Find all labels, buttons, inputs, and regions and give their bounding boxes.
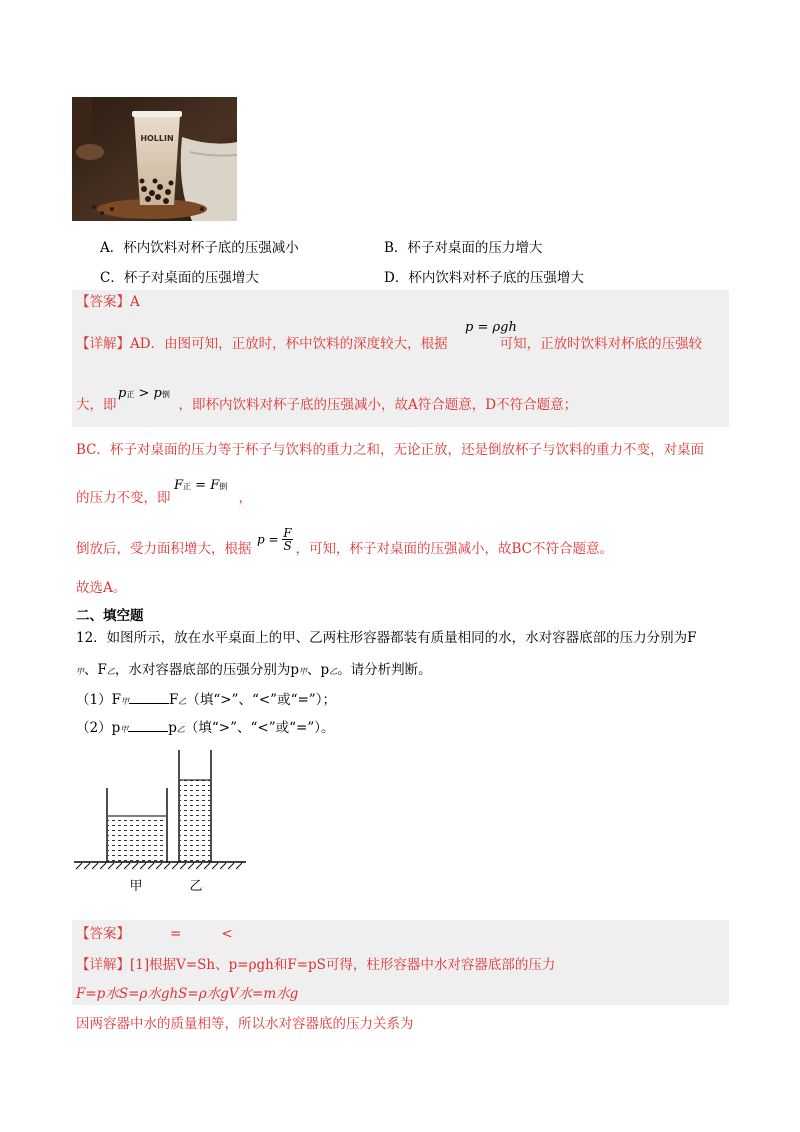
detail-12-line1 — [76, 955, 555, 975]
answer-label: 【答案】 — [76, 294, 130, 310]
detail-text: 倒放后，受力面积增大，根据 — [76, 541, 252, 557]
subscript: 正 — [126, 390, 135, 399]
symbol: p — [118, 386, 127, 401]
answer-label: 【答案】 — [76, 926, 130, 942]
detail-text: 可知，正放时饮料对杯底的压强较 — [499, 336, 703, 352]
container-jia — [107, 788, 167, 862]
symbol: p = — [257, 532, 279, 547]
q12-part1 — [76, 690, 336, 712]
text: p — [168, 720, 177, 736]
subscript: 甲 — [120, 697, 129, 706]
detail-text: ，即杯内饮料对杯子底的压强减小，故A符合题意，D不符合题意； — [178, 397, 578, 413]
q12-line2 — [76, 660, 432, 682]
detail-text: ， — [238, 490, 252, 506]
detail-11-conclusion: 故选A。 — [76, 580, 127, 596]
option-a: A．杯内饮料对杯子底的压强减小 — [100, 240, 299, 256]
subscript: 乙 — [176, 725, 185, 734]
detail-text: [1]根据V=Sh、p=ρgh和F=pS可得，柱形容器中水对容器底部的压力 — [130, 957, 556, 973]
subscript: 倒 — [219, 482, 228, 491]
detail-text: 大，即 — [76, 397, 117, 413]
answer-12-line — [76, 924, 233, 944]
detail-label: 【详解】 — [76, 336, 130, 352]
operator: > — [134, 386, 154, 401]
answer-blank-1[interactable] — [129, 691, 169, 704]
option-d: D．杯内饮料对杯子底的压强增大 — [384, 270, 584, 286]
answer-value-2: < — [221, 926, 233, 942]
subscript: 正 — [183, 482, 192, 491]
option-b: B．杯子对桌面的压力增大 — [384, 240, 543, 256]
text: 、p — [307, 662, 330, 678]
q12-part2 — [76, 718, 335, 740]
subscript: 乙 — [329, 667, 338, 676]
detail-12-line3: 因两容器中水的质量相等，所以水对容器底的压力关系为 — [76, 1016, 414, 1032]
formula-p-rho-g-h: p = ρgh — [465, 320, 517, 335]
answer-value-1: = — [170, 926, 182, 942]
label-yi: 乙 — [189, 879, 203, 894]
detail-11-line1 — [76, 334, 702, 354]
detail-text: ，可知，杯子对桌面的压强减小，故BC不符合题意。 — [295, 541, 613, 557]
equation-f — [174, 478, 227, 493]
section-title: 二、填空题 — [76, 608, 144, 624]
text: 、F — [84, 662, 107, 678]
text: 。请分析判断。 — [337, 662, 432, 678]
detail-11-bc-line1: BC．杯子对桌面的压力等于杯子与饮料的重力之和，无论正放，还是倒放杯子与饮料的重力不变，对桌面 — [76, 442, 704, 458]
text: （填“>”、“<”或“=”）； — [186, 692, 336, 708]
containers-diagram — [70, 748, 250, 898]
answer-value: A — [130, 294, 140, 310]
subscript: 乙 — [178, 697, 187, 706]
subscript: 甲 — [120, 725, 129, 734]
fraction — [282, 527, 292, 552]
symbol: F — [210, 478, 220, 493]
formula-p-f-over-s — [257, 527, 293, 552]
detail-11-line3 — [76, 539, 613, 559]
symbol: p — [153, 386, 162, 401]
denominator: S — [283, 539, 292, 553]
subscript: 乙 — [106, 667, 115, 676]
cup-brand-text: HOLLIN — [140, 134, 174, 143]
subscript: 倒 — [161, 390, 170, 399]
label-jia: 甲 — [129, 879, 143, 894]
subscript: 甲 — [76, 667, 84, 676]
q12-line1: 12．如图所示，放在水平桌面上的甲、乙两柱形容器都装有质量相同的水，水对容器底部的压力分别为F — [76, 630, 697, 646]
detail-12-line2: F=p水S=ρ水ghS=ρ水gV水=m水g — [76, 986, 299, 1002]
subscript: 甲 — [299, 667, 308, 676]
answer-blank-2[interactable] — [128, 719, 168, 732]
text: F — [168, 692, 179, 708]
operator: = — [191, 478, 211, 493]
text: （2）p — [76, 720, 121, 736]
bubble-tea-photo — [72, 97, 237, 221]
bubble-tea-illustration — [72, 97, 237, 221]
detail-text: AD．由图可知，正放时，杯中饮料的深度较大，根据 — [130, 336, 448, 352]
table-surface — [74, 862, 246, 869]
text: （填“>”、“<”或“=”）。 — [184, 720, 335, 736]
container-yi — [179, 750, 211, 862]
option-c: C．杯子对桌面的压强增大 — [100, 270, 259, 286]
answer-11-line — [76, 292, 140, 312]
numerator: F — [283, 526, 292, 540]
detail-text: 的压力不变，即 — [76, 490, 171, 506]
symbol: F — [174, 478, 184, 493]
inequality-p — [118, 386, 170, 401]
text: ，水对容器底部的压强分别为p — [114, 662, 300, 678]
text: （1）F — [76, 692, 121, 708]
detail-label: 【详解】 — [76, 957, 130, 973]
